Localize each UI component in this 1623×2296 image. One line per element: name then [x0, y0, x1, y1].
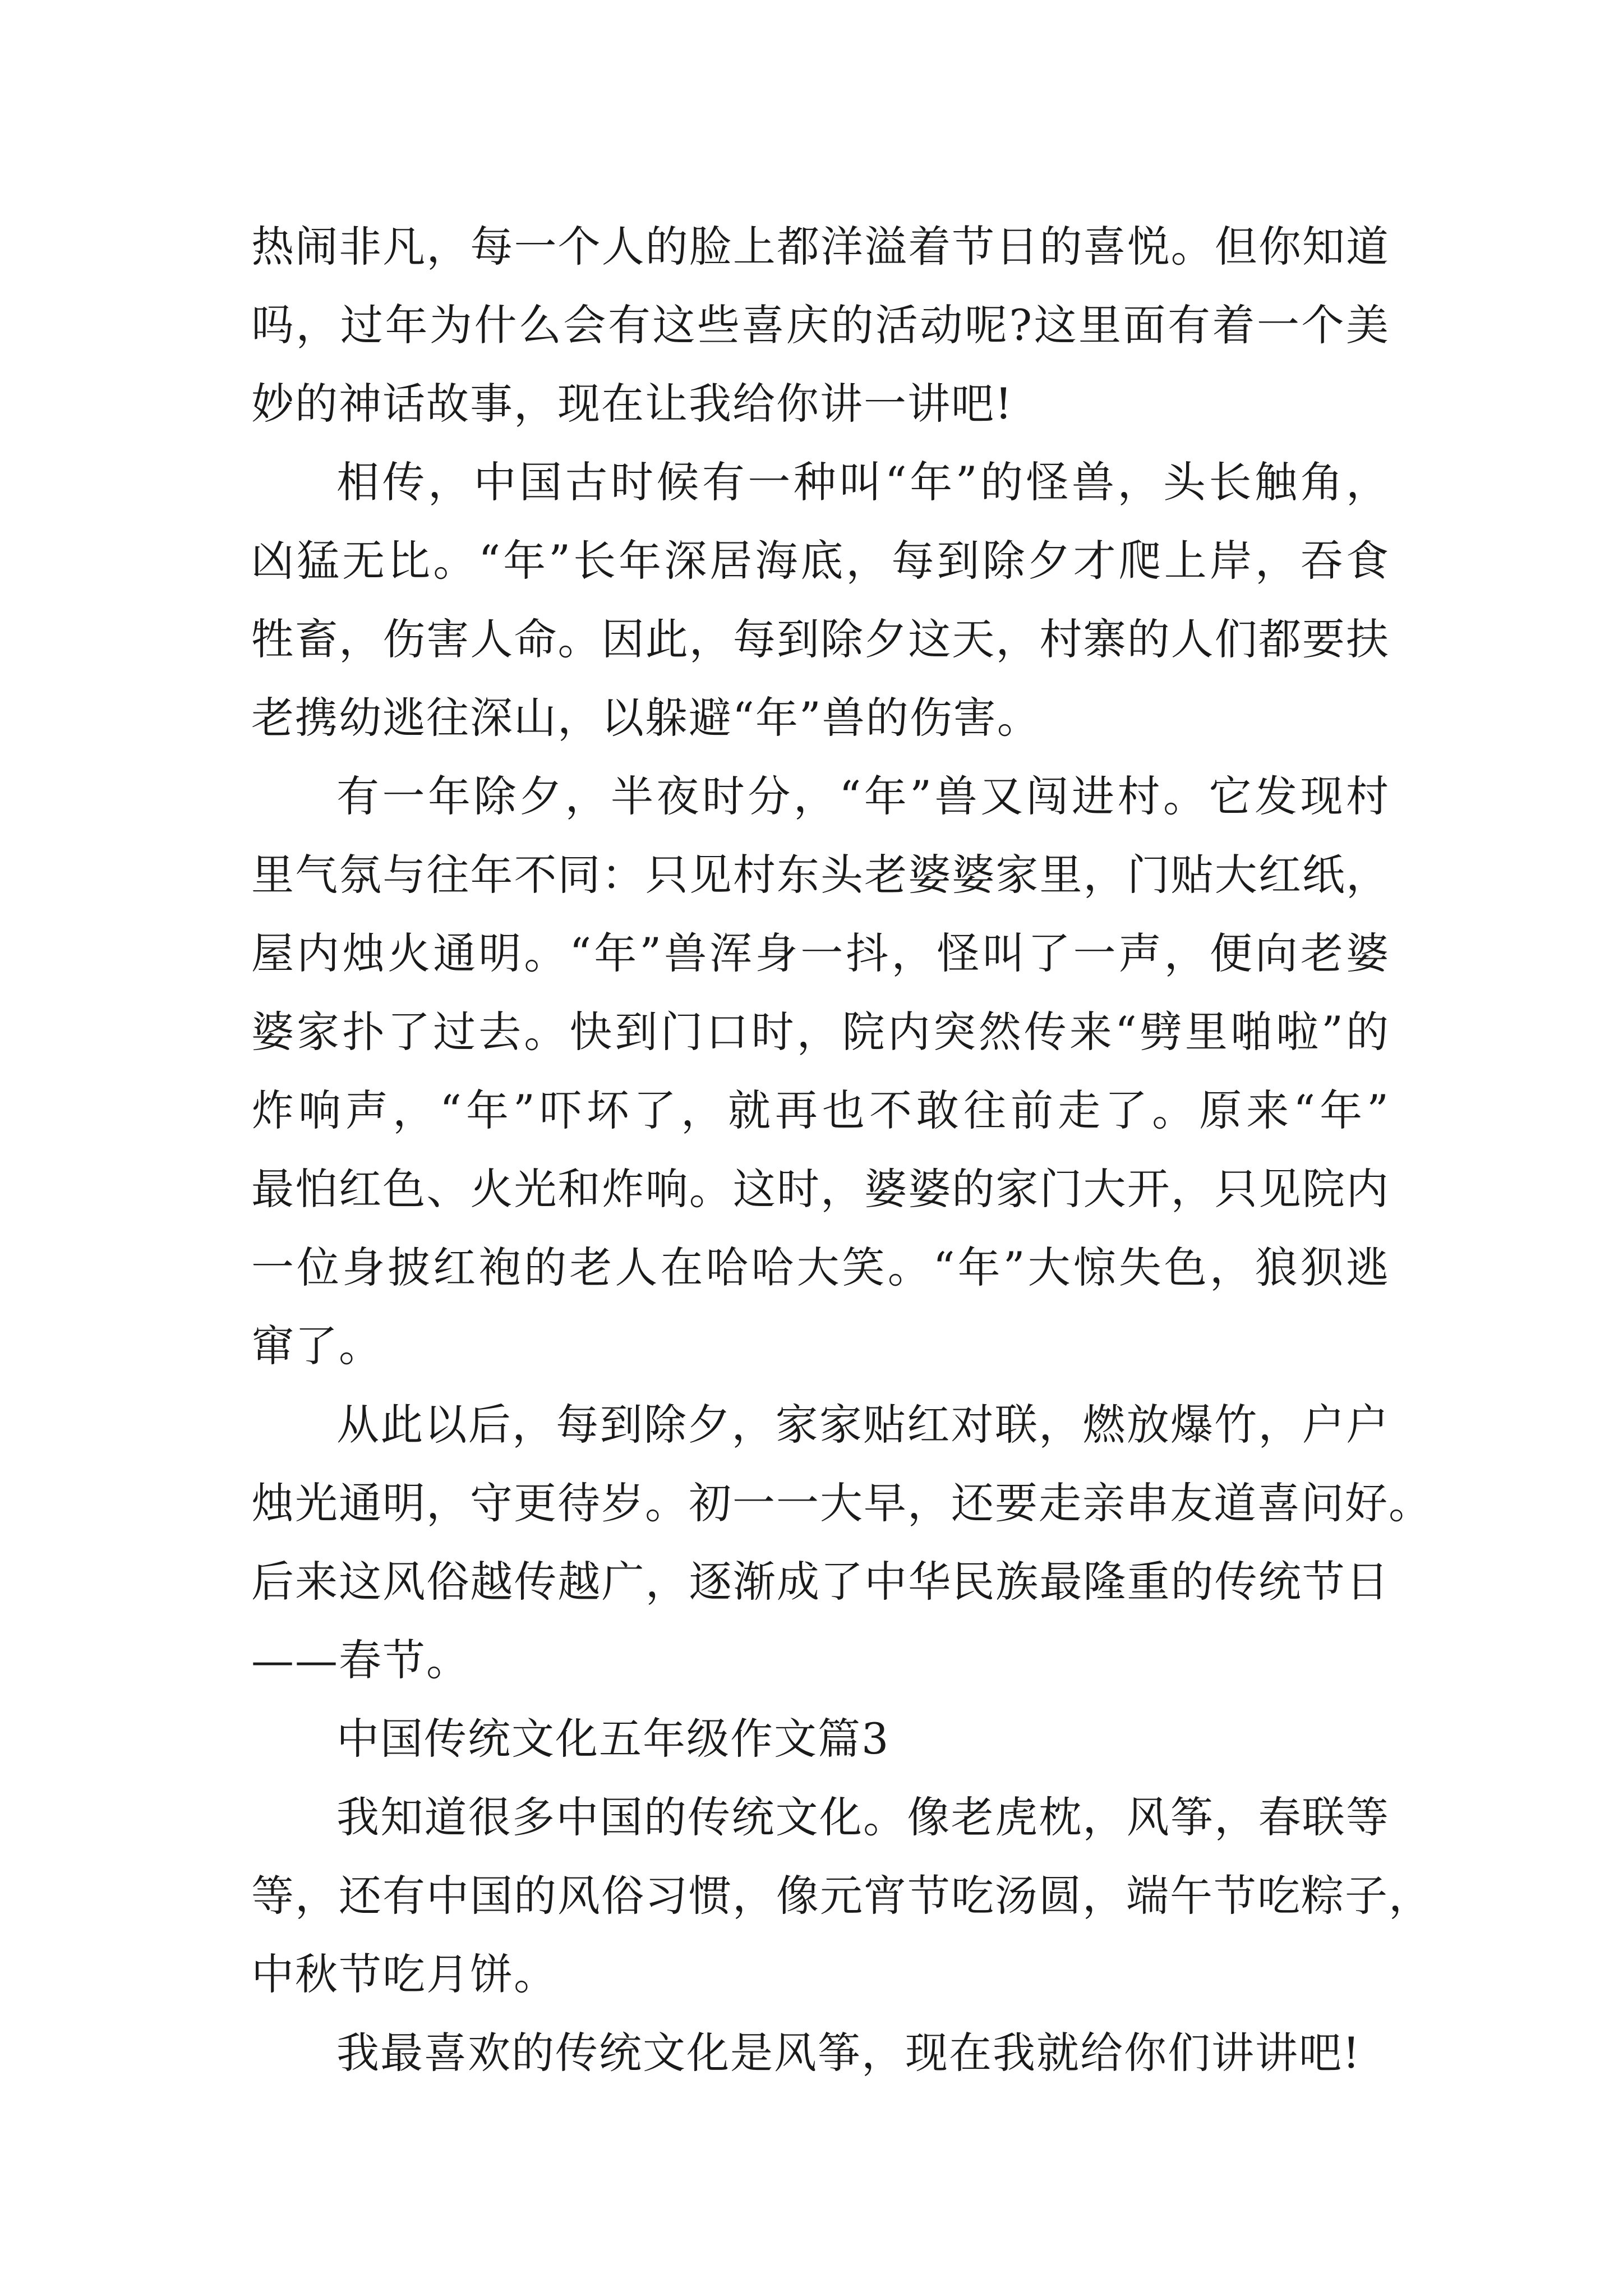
paragraph-first-line: 从此以后，每到除夕，家家贴红对联，燃放爆竹，户户: [336, 1400, 1390, 1450]
paragraph-first-line: 有一年除夕，半夜时分，“年”兽又闯进村。它发现村: [336, 771, 1390, 821]
text-line: 一位身披红袍的老人在哈哈大笑。“年”大惊失色，狼狈逃: [251, 1243, 1390, 1292]
text-line: 中秋节吃月饼。: [251, 1949, 557, 1999]
text-line: 老携幼逃往深山，以躲避“年”兽的伤害。: [251, 693, 1041, 743]
paragraph-first-line: 我知道很多中国的传统文化。像老虎枕，风筝，春联等: [336, 1792, 1390, 1842]
text-line: 炸响声，“年”吓坏了，就再也不敢往前走了。原来“年”: [251, 1085, 1390, 1135]
text-line: 热闹非凡，每一个人的脸上都洋溢着节日的喜悦。但你知道: [251, 222, 1390, 272]
text-line: 等，还有中国的风俗习惯，像元宵节吃汤圆，端午节吃粽子，: [251, 1871, 1432, 1921]
text-line: 吗，过年为什么会有这些喜庆的活动呢?这里面有着一个美: [251, 300, 1390, 350]
paragraph-first-line: 相传，中国古时候有一种叫“年”的怪兽，头长触角，: [336, 457, 1390, 507]
text-line: 里气氛与往年不同：只见村东头老婆婆家里，门贴大红纸，: [251, 850, 1390, 900]
text-line: 屋内烛火通明。“年”兽浑身一抖，怪叫了一声，便向老婆: [251, 928, 1390, 978]
text-line: 妙的神话故事，现在让我给你讲一讲吧!: [251, 379, 1013, 429]
paragraph-first-line: 我最喜欢的传统文化是风筝，现在我就给你们讲讲吧!: [336, 2028, 1361, 2078]
text-line: 最怕红色、火光和炸响。这时，婆婆的家门大开，只见院内: [251, 1164, 1390, 1214]
text-line: 婆家扑了过去。快到门口时，院内突然传来“劈里啪啦”的: [251, 1007, 1390, 1057]
text-line: 烛光通明，守更待岁。初一一大早，还要走亲串友道喜问好。: [251, 1478, 1432, 1528]
text-line: ——春节。: [251, 1635, 470, 1685]
text-line: 凶猛无比。“年”长年深居海底，每到除夕才爬上岸，吞食: [251, 536, 1390, 586]
text-line: 后来这风俗越传越广，逐渐成了中华民族最隆重的传统节日: [251, 1557, 1390, 1607]
text-line: 窜了。: [251, 1321, 382, 1371]
text-line: 牲畜，伤害人命。因此，每到除夕这天，村寨的人们都要扶: [251, 614, 1390, 664]
section-heading: 中国传统文化五年级作文篇3: [336, 1714, 890, 1764]
